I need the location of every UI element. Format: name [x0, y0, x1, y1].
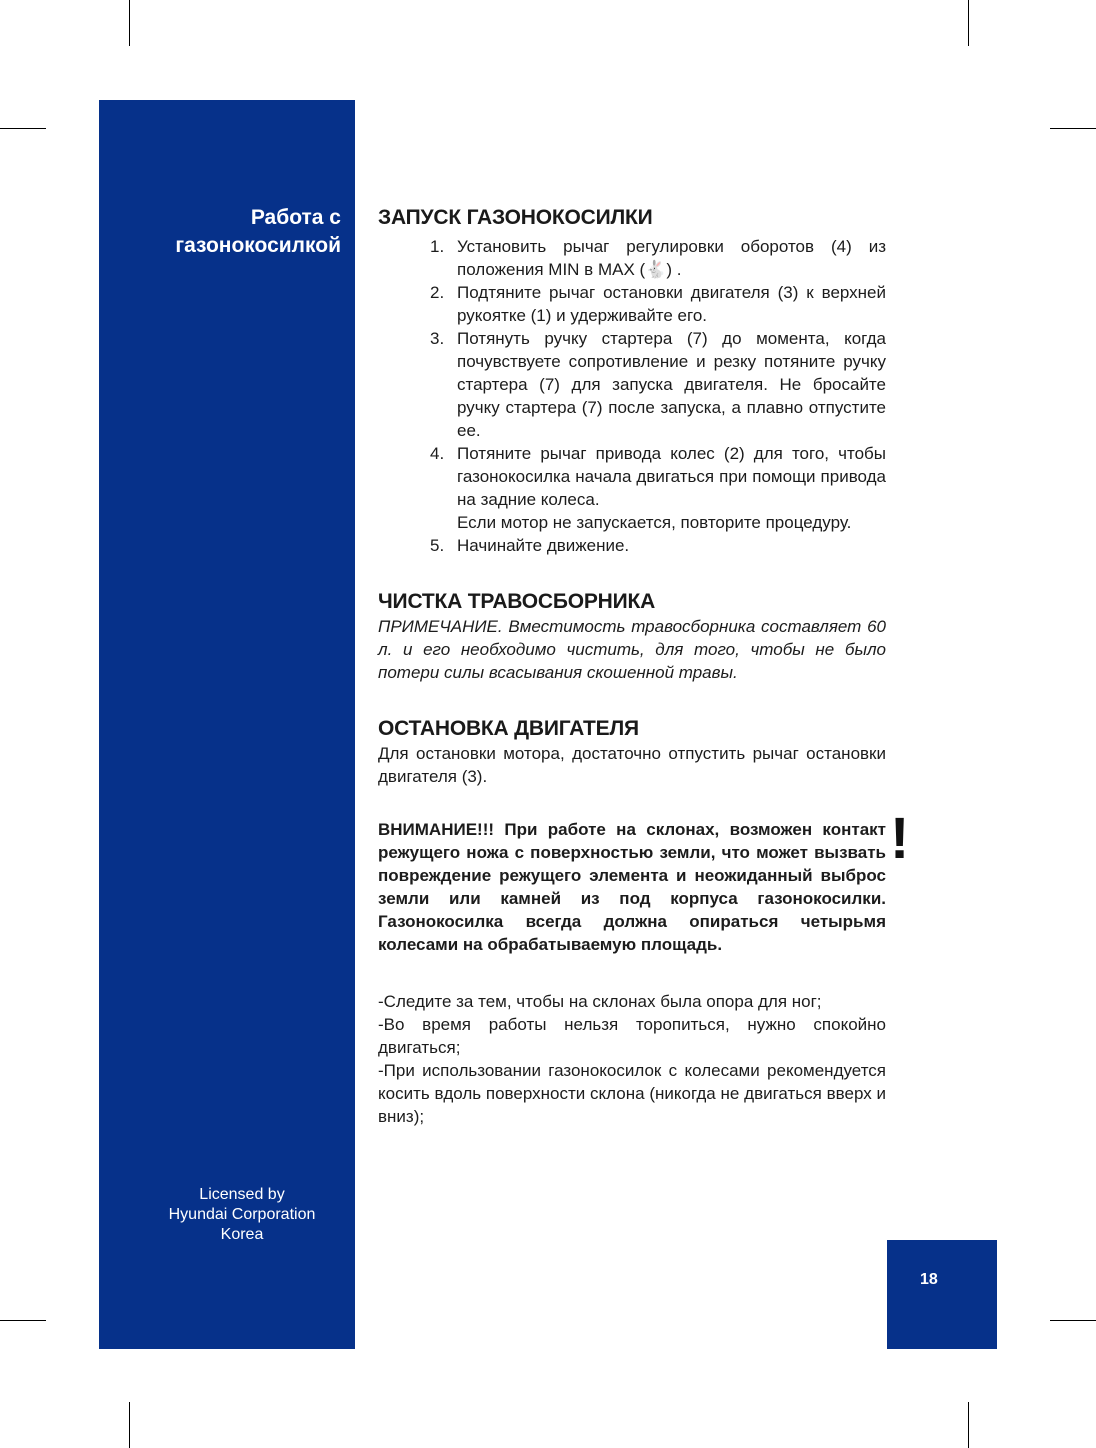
stop-heading: ОСТАНОВКА ДВИГАТЕЛЯ [378, 717, 639, 740]
stop-section [378, 716, 886, 788]
section-title-line: Работа с [250, 206, 341, 229]
list-item [378, 534, 886, 557]
step-number: 2. [430, 283, 445, 302]
warning-section [378, 806, 910, 956]
list-item [378, 442, 886, 534]
sidebar [99, 100, 355, 1349]
page-number: 18 [920, 1271, 938, 1288]
start-heading: ЗАПУСК ГАЗОНОКОСИЛКИ [378, 206, 653, 229]
tip-item: -Следите за тем, чтобы на склонах была опора для ног; [378, 992, 822, 1011]
step-extra-text: Если мотор не запускается, повторите процедуру. [457, 513, 852, 532]
step-number: 5. [430, 536, 445, 555]
start-section [378, 205, 886, 557]
main-content [378, 205, 910, 1128]
stop-text: Для остановки мотора, достаточно отпустить рычаг остановки двигателя (3). [378, 744, 886, 786]
crop-mark [968, 1402, 969, 1448]
license-line: Korea [220, 1226, 264, 1243]
step-number: 3. [430, 329, 445, 348]
step-number: 1. [430, 237, 445, 256]
crop-mark [1050, 1320, 1096, 1321]
tips-section [378, 990, 886, 1128]
section-title-line: газонокосилкой [175, 234, 341, 257]
list-item [378, 235, 886, 281]
tip-item: -При использовании газонокосилок с колесами рекомендуется косить вдоль поверхности склона (никогда не двигаться вверх и вниз); [378, 1061, 886, 1126]
start-steps [378, 235, 886, 557]
crop-mark [0, 1320, 46, 1321]
crop-mark [1050, 128, 1096, 129]
step-text: Начинайте движение. [457, 536, 630, 555]
section-title [99, 204, 355, 260]
warning-text: ВНИМАНИЕ!!! При работе на склонах, возможен контакт режущего ножа с поверхностью земли, что может вызвать повреждение режущего элемента и неожиданный выброс земли или камней из под корпуса газонокосилки. Газонокосилка всегда должна опираться четырьмя колесами на обрабатываемую площадь. [378, 820, 886, 954]
list-item [378, 327, 886, 442]
crop-mark [968, 0, 969, 46]
cleaning-heading: ЧИСТКА ТРАВОСБОРНИКА [378, 590, 656, 613]
tip-item: -Во время работы нельзя торопиться, нужно спокойно двигаться; [378, 1015, 886, 1057]
crop-mark [129, 1402, 130, 1448]
step-text: Потяните рычаг привода колес (2) для того, чтобы газонокосилка начала двигаться при помощи привода на задние колеса. [457, 444, 886, 509]
step-text: Установить рычаг регулировки оборотов (4) из положения MIN в MAX (🐇) . [457, 237, 886, 279]
license-line: Licensed by [199, 1186, 285, 1203]
cleaning-section [378, 589, 886, 684]
exclamation-icon: ! [890, 806, 910, 871]
step-text: Подтяните рычаг остановки двигателя (3) к верхней рукоятке (1) и удерживайте его. [457, 283, 886, 325]
step-text: Потянуть ручку стартера (7) до момента, когда почувствуете сопротивление и резку потяните ручку стартера (7) для запуска двигателя. Не бросайте ручку стартера (7) после запуска, а плавно отпустите ее. [457, 329, 886, 440]
crop-mark [0, 128, 46, 129]
license-line: Hyundai Corporation [168, 1206, 316, 1223]
list-item [378, 281, 886, 327]
page-number-box [887, 1240, 997, 1349]
step-number: 4. [430, 444, 445, 463]
crop-mark [129, 0, 130, 46]
cleaning-note: ПРИМЕЧАНИЕ. Вместимость травосборника составляет 60 л. и его необходимо чистить, для того, чтобы не было потери силы всасывания скошенной травы. [378, 617, 886, 682]
license-text [99, 1185, 385, 1245]
